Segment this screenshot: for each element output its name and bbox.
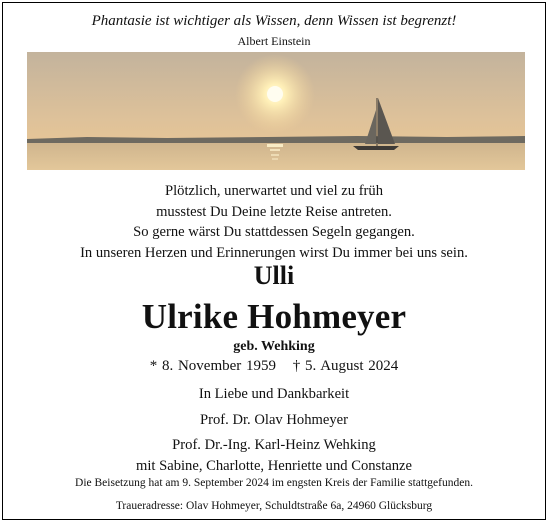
funeral-note: Die Beisetzung hat am 9. September 2024 im engsten Kreis der Familie stattgefunden. bbox=[75, 477, 473, 489]
birth-name: geb. Wehking bbox=[233, 339, 315, 354]
poem bbox=[3, 181, 545, 263]
quote-author: Albert Einstein bbox=[237, 34, 311, 48]
obituary-notice bbox=[2, 2, 546, 520]
poem-line: In unseren Herzen und Erinnerungen wirst Du immer bei uns sein. bbox=[80, 244, 468, 261]
mourner-family: mit Sabine, Charlotte, Henriette und Constanze bbox=[136, 457, 412, 474]
nickname: Ulli bbox=[253, 261, 295, 290]
full-name: Ulrike Hohmeyer bbox=[141, 297, 407, 336]
mourners-intro: In Liebe und Dankbarkeit bbox=[198, 386, 350, 402]
death-date: † 5. August 2024 bbox=[292, 358, 399, 374]
sunset-sailboat-image bbox=[27, 52, 525, 170]
poem-line: Plötzlich, unerwartet und viel zu früh bbox=[164, 183, 384, 199]
poem-line: musstest Du Deine letzte Reise antreten. bbox=[156, 203, 392, 220]
mourner-family: Prof. Dr.-Ing. Karl-Heinz Wehking bbox=[172, 437, 376, 453]
quote: Phantasie ist wichtiger als Wissen, denn Wissen ist begrenzt! bbox=[91, 13, 457, 29]
life-dates bbox=[3, 358, 545, 375]
birth-date: * 8. November 1959 bbox=[149, 358, 277, 374]
mourner-spouse: Prof. Dr. Olav Hohmeyer bbox=[200, 411, 348, 428]
mourning-address: Traueradresse: Olav Hohmeyer, Schuldtstraße 6a, 24960 Glücksburg bbox=[115, 500, 433, 512]
poem-line: So gerne wärst Du stattdessen Segeln gegangen. bbox=[133, 224, 415, 240]
mourners bbox=[3, 384, 545, 476]
